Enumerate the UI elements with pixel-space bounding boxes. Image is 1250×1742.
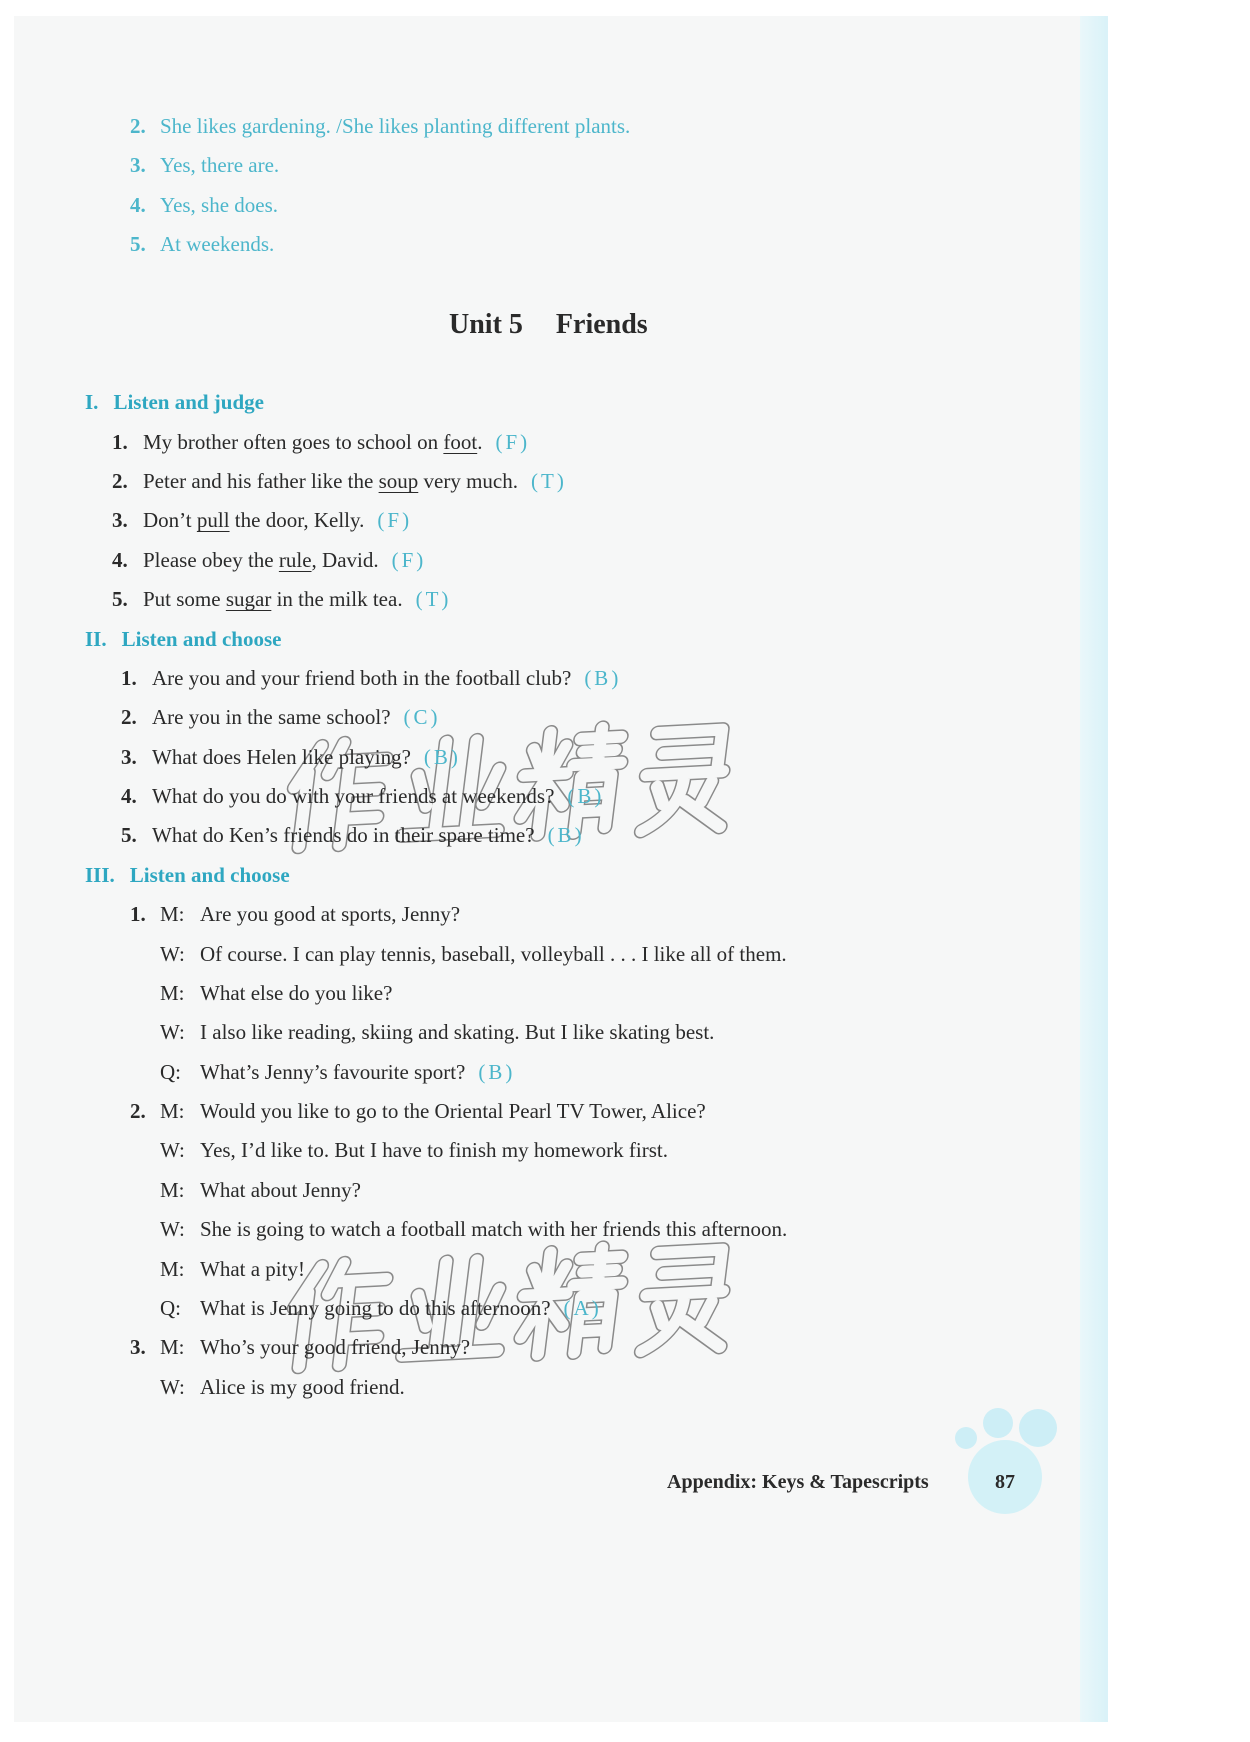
dialogue-text: I also like reading, skiing and skating. But I like skating best. <box>200 1020 715 1045</box>
dialogue-text: Yes, I’d like to. But I have to finish my homework first. <box>200 1138 668 1163</box>
item-text: Don’t <box>143 508 197 533</box>
answer-number: 5. <box>130 232 146 257</box>
judge-item <box>85 423 787 462</box>
dialogue-line <box>85 1131 787 1170</box>
item-number: 3. <box>121 744 137 769</box>
item-question: Are you in the same school? <box>152 705 391 730</box>
speaker-label: Q: <box>160 1295 181 1320</box>
unit-content <box>85 383 787 1407</box>
item-number: 5. <box>112 587 128 612</box>
item-number: 2. <box>112 469 128 494</box>
dialogue-text: What’s Jenny’s favourite sport? <box>200 1059 466 1084</box>
paw-toe <box>955 1427 977 1449</box>
dialogue-line <box>85 1328 787 1367</box>
dialogue-text: What a pity! <box>200 1256 305 1281</box>
choose-item <box>85 738 787 777</box>
speaker-label: M: <box>160 1335 185 1360</box>
item-text: in the milk tea. <box>271 587 403 612</box>
dialogue-question <box>85 1053 787 1092</box>
unit-title <box>449 305 648 345</box>
speaker-label: M: <box>160 902 185 927</box>
dialogue-line <box>85 974 787 1013</box>
item-answer: (B) <box>478 1059 516 1084</box>
answer-line <box>130 146 630 185</box>
underlined-word: sugar <box>225 587 272 612</box>
item-text: My brother often goes to school on <box>143 429 444 454</box>
section-label: Listen and choose <box>129 862 290 887</box>
dialogue-line <box>85 895 787 934</box>
judge-item <box>85 462 787 501</box>
unit-name: Friends <box>555 309 648 340</box>
section-numeral: III. <box>85 862 115 887</box>
item-text: Put some <box>143 587 226 612</box>
dialogue-text: Of course. I can play tennis, baseball, volleyball . . . I like all of them. <box>200 941 787 966</box>
dialogue-text: What else do you like? <box>200 980 393 1005</box>
dialogue-line <box>85 1368 787 1407</box>
item-answer: (B) <box>567 784 605 809</box>
item-answer: (F) <box>495 429 531 454</box>
speaker-label: W: <box>160 1020 185 1045</box>
choose-item <box>85 698 787 737</box>
speaker-label: M: <box>160 980 185 1005</box>
item-answer: (T) <box>415 587 452 612</box>
item-question: What do Ken’s friends do in their spare time? <box>152 823 535 848</box>
section-numeral: I. <box>85 390 99 415</box>
speaker-label: W: <box>160 1138 185 1163</box>
section-heading <box>85 856 787 895</box>
item-number: 3. <box>112 508 128 533</box>
dialogue-line <box>85 1092 787 1131</box>
item-answer: (B) <box>584 665 622 690</box>
item-number: 4. <box>121 784 137 809</box>
page-number: 87 <box>995 1471 1015 1493</box>
previous-answers <box>130 107 630 265</box>
dialogue-text: She is going to watch a football match with her friends this afternoon. <box>200 1217 788 1242</box>
item-text: , David. <box>311 547 379 572</box>
unit-number: Unit 5 <box>449 309 523 340</box>
item-text: very much. <box>418 469 519 494</box>
section-heading <box>85 620 787 659</box>
dialogue-text: What is Jenny going to do this afternoon? <box>200 1295 551 1320</box>
choose-item <box>85 777 787 816</box>
answer-text: Yes, she does. <box>160 192 279 217</box>
dialogue-text: Are you good at sports, Jenny? <box>200 902 461 927</box>
item-text: the door, Kelly. <box>229 508 365 533</box>
item-answer: (T) <box>531 469 567 494</box>
item-text: . <box>477 429 483 454</box>
underlined-word: foot <box>443 429 478 454</box>
dialogue-question <box>85 1289 787 1328</box>
dialogue-line <box>85 1013 787 1052</box>
item-question: What does Helen like playing? <box>152 744 411 769</box>
speaker-label: W: <box>160 941 185 966</box>
judge-item <box>85 541 787 580</box>
dialogue-text: Would you like to go to the Oriental Pearl TV Tower, Alice? <box>200 1099 706 1124</box>
page-edge-strip <box>1080 16 1108 1722</box>
section-label: Listen and choose <box>121 626 282 651</box>
underlined-word: soup <box>378 469 419 494</box>
answer-line <box>130 186 630 225</box>
item-number: 4. <box>112 547 128 572</box>
underlined-word: rule <box>278 547 312 572</box>
item-answer: (F) <box>391 547 427 572</box>
item-text: Please obey the <box>143 547 279 572</box>
paw-print-icon <box>950 1400 1060 1515</box>
section-numeral: II. <box>85 626 107 651</box>
answer-number: 2. <box>130 114 146 138</box>
answer-text: She likes gardening. /She likes planting different plants. <box>160 114 631 138</box>
judge-item <box>85 580 787 619</box>
answer-text: Yes, there are. <box>160 153 280 178</box>
dialogue-line <box>85 935 787 974</box>
item-number: 5. <box>121 823 137 848</box>
dialogue-line <box>85 1250 787 1289</box>
item-answer: (C) <box>403 705 441 730</box>
underlined-word: pull <box>196 508 230 533</box>
item-text: Peter and his father like the <box>143 469 379 494</box>
speaker-label: M: <box>160 1099 185 1124</box>
speaker-label: M: <box>160 1177 185 1202</box>
speaker-label: W: <box>160 1217 185 1242</box>
dialogue-text: Who’s your good friend, Jenny? <box>200 1335 471 1360</box>
dialogue-number: 1. <box>130 902 146 927</box>
dialogue-line <box>85 1171 787 1210</box>
item-question: Are you and your friend both in the football club? <box>152 665 572 690</box>
speaker-label: W: <box>160 1374 185 1399</box>
item-answer: (A) <box>563 1295 602 1320</box>
item-number: 2. <box>121 705 137 730</box>
answer-text: At weekends. <box>160 232 275 257</box>
item-question: What do you do with your friends at weekends? <box>152 784 555 809</box>
paw-toe <box>983 1408 1013 1438</box>
answer-line <box>130 107 630 146</box>
answer-line <box>130 225 630 264</box>
dialogue-text: Alice is my good friend. <box>200 1374 405 1399</box>
item-number: 1. <box>112 429 128 454</box>
dialogue-line <box>85 1210 787 1249</box>
choose-item <box>85 816 787 855</box>
item-number: 1. <box>121 665 137 690</box>
paw-toe <box>1019 1409 1057 1447</box>
speaker-label: Q: <box>160 1059 181 1084</box>
speaker-label: M: <box>160 1256 185 1281</box>
item-answer: (B) <box>423 744 461 769</box>
answer-number: 3. <box>130 153 146 178</box>
footer-title: Appendix: Keys & Tapescripts <box>667 1471 929 1493</box>
dialogue-text: What about Jenny? <box>200 1177 361 1202</box>
dialogue-number: 2. <box>130 1099 146 1124</box>
item-answer: (F) <box>377 508 413 533</box>
answer-number: 4. <box>130 192 146 217</box>
section-label: Listen and judge <box>113 390 264 415</box>
section-heading <box>85 383 787 422</box>
judge-item <box>85 501 787 540</box>
choose-item <box>85 659 787 698</box>
dialogue-number: 3. <box>130 1335 146 1360</box>
item-answer: (B) <box>547 823 585 848</box>
